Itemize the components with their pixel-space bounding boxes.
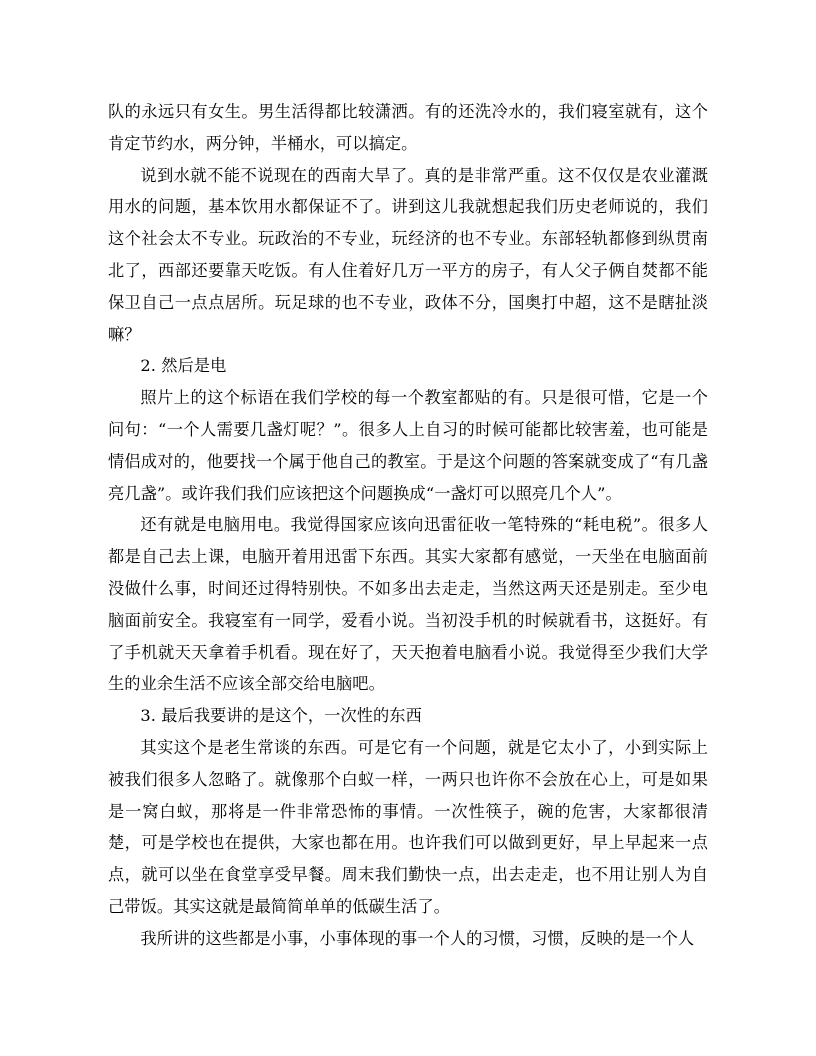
section-heading-disposables: 3. 最后我要讲的是这个，一次性的东西 xyxy=(140,706,422,726)
paragraph-classroom-lights: 照片上的这个标语在我们学校的每一个教室都贴的有。只是很可惜，它是一个问句：“一个人需要几盏灯呢？”。很多人上自习的时候可能都比较害羞，也可能是情侣成对的，他要找一个属于他自己的教室。于是这个问题的答案就变成了“有几盏亮几盏”。或许我们我们应该把这个问题换成“一盏灯可以照亮几个人”。 xyxy=(108,388,708,503)
document-body xyxy=(108,96,708,955)
paragraph-conclusion: 我所讲的这些都是小事，小事体现的事一个人的习惯，习惯，反映的是一个人 xyxy=(140,928,695,948)
paragraph-disposables: 其实这个是老生常谈的东西。可是它有一个问题，就是它太小了，小到实际上被我们很多人忽略了。就像那个白蚁一样，一两只也许你不会放在心上，可是如果是一窝白蚁，那将是一件非常恐怖的事情。一次性筷子，碗的危害，大家都很清楚，可是学校也在提供，大家也都在用。也许我们可以做到更好，早上早起来一点点，就可以坐在食堂享受早餐。周末我们勤快一点，出去走走，也不用让别人为自己带饭。其实这就是最简简单单的低碳生活了。 xyxy=(108,737,708,916)
paragraph-continuation: 队的永远只有女生。男生活得都比较潇洒。有的还洗冷水的，我们寝室就有，这个肯定节约水，两分钟，半桶水，可以搞定。 xyxy=(108,102,708,153)
paragraph-computer-power: 还有就是电脑用电。我觉得国家应该向迅雷征收一笔特殊的“耗电税”。很多人都是自己去上课，电脑开着用迅雷下东西。其实大家都有感觉，一天坐在电脑面前没做什么事，时间还过得特别快。不如多出去走走，当然这两天还是别走。至少电脑面前安全。我寝室有一同学，爱看小说。当初没手机的时候就看书，这挺好。有了手机就天天拿着手机看。现在好了，天天抱着电脑看小说。我觉得至少我们大学生的业余生活不应该全部交给电脑吧。 xyxy=(108,515,708,694)
section-heading-electricity: 2. 然后是电 xyxy=(140,356,227,376)
paragraph-water-drought: 说到水就不能不说现在的西南大旱了。真的是非常严重。这不仅仅是农业灌溉用水的问题，基本饮用水都保证不了。讲到这儿我就想起我们历史老师说的，我们这个社会太不专业。玩政治的不专业，玩经济的也不专业。东部轻轨都修到纵贯南北了，西部还要靠天吃饭。有人住着好几万一平方的房子，有人父子俩自焚都不能保卫自己一点点居所。玩足球的也不专业，政体不分，国奥打中超，这不是瞎扯淡嘛？ xyxy=(108,165,708,344)
